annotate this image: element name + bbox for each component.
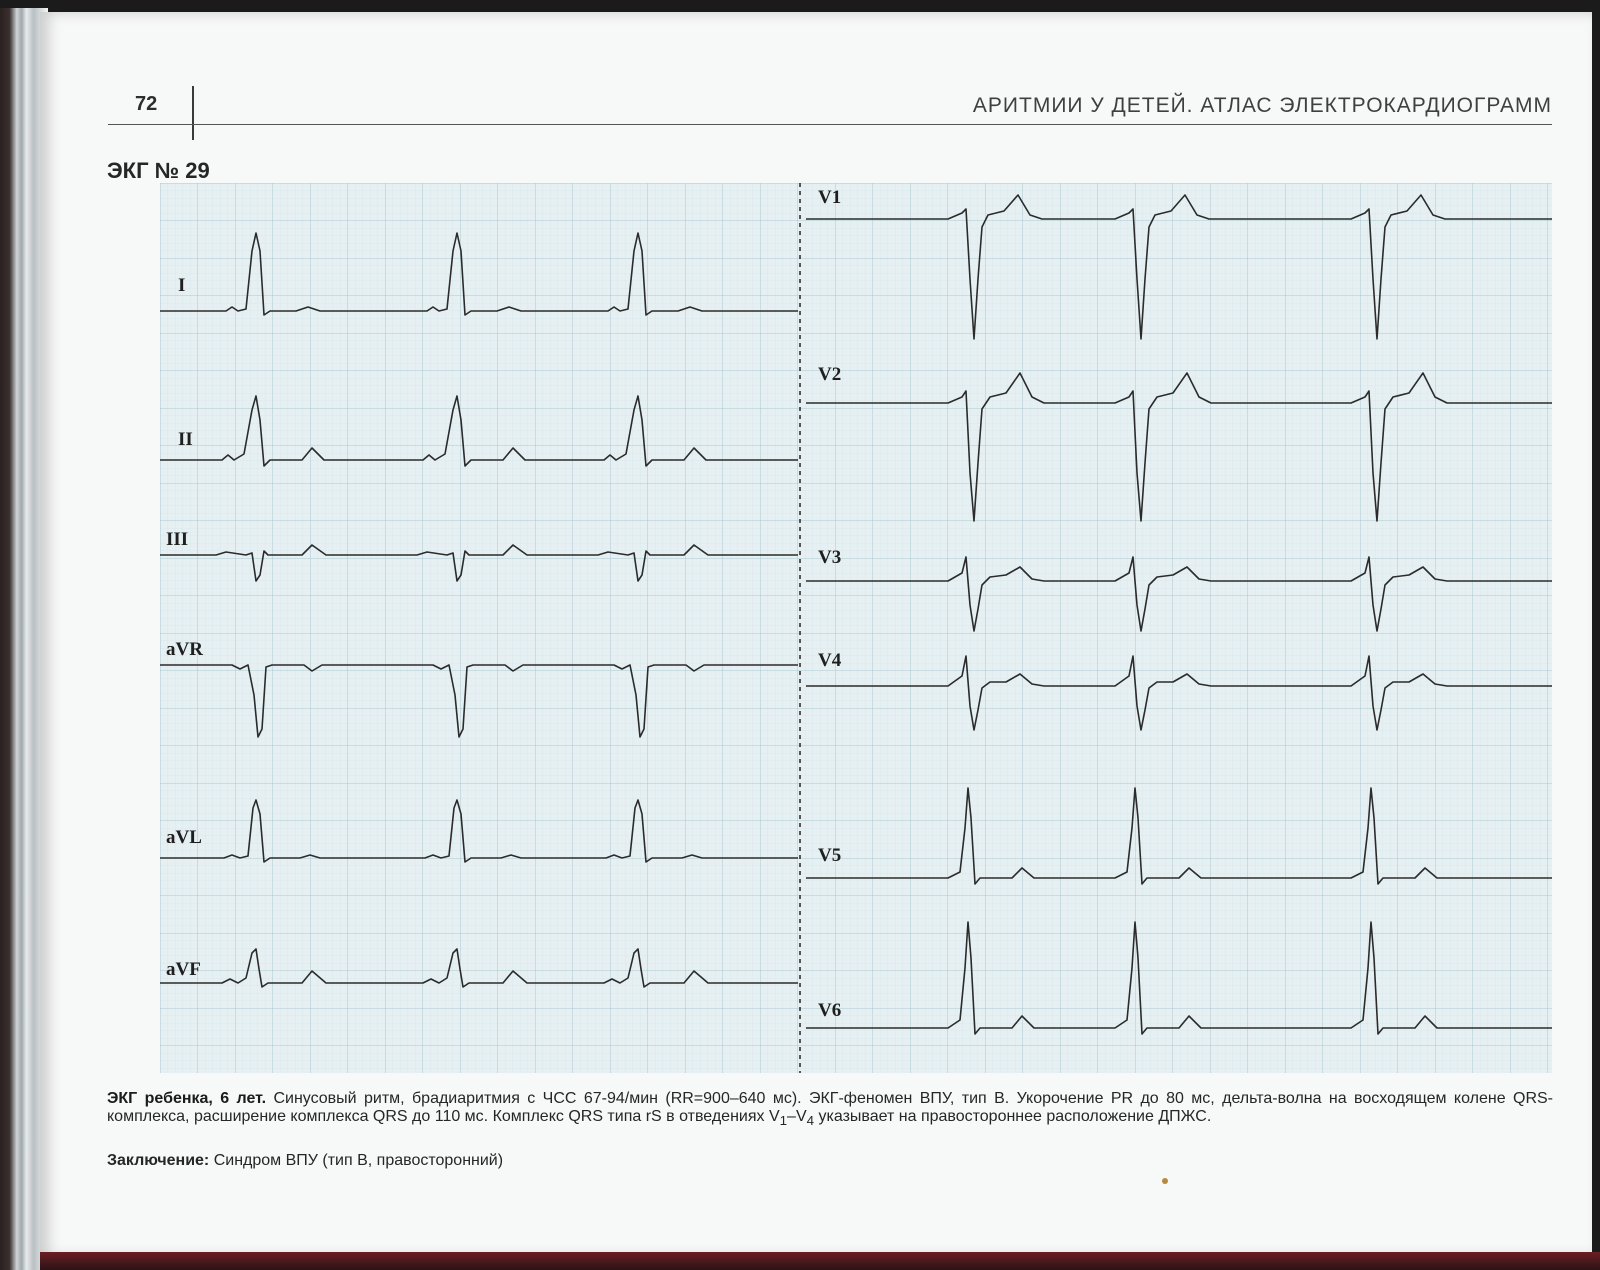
conclusion-text: Синдром ВПУ (тип В, правосторонний)	[209, 1152, 504, 1169]
header-rule	[108, 124, 1552, 125]
lead-label-aVF: aVF	[166, 959, 201, 980]
caption-lead: ЭКГ ребенка, 6 лет.	[107, 1090, 267, 1107]
paper-speck	[1162, 1178, 1168, 1184]
caption-text-1: Синусовый ритм, брадиаритмия с ЧСС 67-94/мин (RR=900–640 мс). ЭКГ-феномен ВПУ, тип В. Укорочение PR до 80 мс, дельта-волна на восходящем колене QRS-комплекса, расширение комплекса QRS до 110 мс. Комплекс QRS типа rS в отведениях V	[107, 1090, 1553, 1125]
header-divider-vertical	[192, 86, 194, 140]
lead-label-II: II	[178, 429, 193, 450]
ecg-chart	[160, 183, 1552, 1073]
lead-label-V2: V2	[818, 364, 842, 385]
lead-label-aVR: aVR	[166, 639, 203, 660]
lead-label-V3: V3	[818, 547, 842, 568]
lead-label-V4: V4	[818, 650, 842, 671]
lead-label-aVL: aVL	[166, 827, 202, 848]
lead-label-V6: V6	[818, 1000, 842, 1021]
lead-label-I: I	[178, 275, 186, 296]
caption-sub-1: 1	[779, 1113, 788, 1129]
lead-label-V1: V1	[818, 187, 842, 208]
lead-label-V5: V5	[818, 845, 842, 866]
grid-pattern	[160, 183, 1552, 1073]
book-cover-edge	[40, 1252, 1600, 1270]
ecg-conclusion	[107, 1152, 1553, 1170]
ecg-title: ЭКГ № 29	[107, 158, 210, 183]
page-number: 72	[135, 93, 158, 115]
caption-text-2: указывает на правостороннее расположение ДПЖС.	[814, 1108, 1212, 1125]
caption-dash: –V	[787, 1108, 807, 1125]
caption-sub-2: 4	[806, 1113, 815, 1129]
running-title: АРИТМИИ У ДЕТЕЙ. АТЛАС ЭЛЕКТРОКАРДИОГРАММ	[972, 94, 1552, 117]
lead-label-III: III	[166, 529, 189, 550]
ecg-caption	[107, 1090, 1553, 1130]
conclusion-label: Заключение:	[107, 1152, 210, 1169]
ecg-grid-svg	[160, 183, 1552, 1073]
